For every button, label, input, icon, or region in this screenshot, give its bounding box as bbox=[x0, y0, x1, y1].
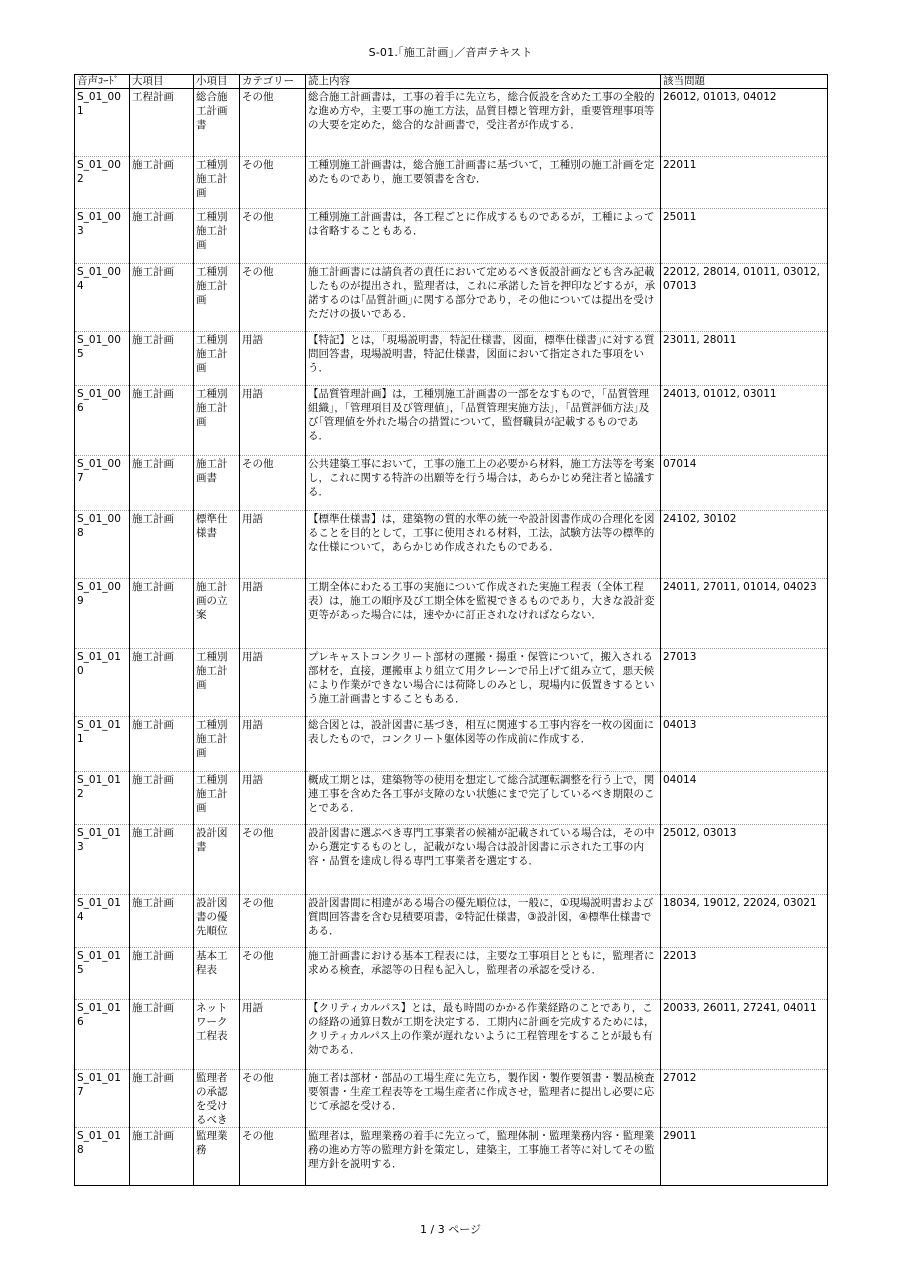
cell-problems: 22011 bbox=[661, 157, 828, 209]
cell-problems: 26012, 01013, 04012 bbox=[661, 89, 828, 157]
page-title: S-01.｢施工計画｣／音声テキスト bbox=[368, 46, 533, 59]
cell-major: 施工計画 bbox=[130, 717, 194, 772]
cell-code: S_01_012 bbox=[75, 772, 130, 825]
cell-minor: 設計図書 bbox=[194, 825, 240, 895]
cell-code: S_01_010 bbox=[75, 649, 130, 717]
cell-minor: 設計図書の優先順位 bbox=[194, 895, 240, 948]
cell-content: 【標準仕様書】は，建築物の質的水準の統一や設計図書作成の合理化を図ることを目的として，工事に使用される材料，工法，試験方法等の標準的な仕様について，あらかじめ作成されたものである． bbox=[306, 511, 661, 579]
cell-content: 総合図とは，設計図書に基づき，相互に関連する工事内容を一枚の図面に表したもので，コンクリート躯体図等の作成前に作成する． bbox=[306, 717, 661, 772]
table-row bbox=[75, 264, 828, 332]
cell-minor: 工種別施工計画 bbox=[194, 209, 240, 264]
cell-content: 【品質管理計画】は，工種別施工計画書の一部をなすもので，｢品質管理組織｣，｢管理項目及び管理値｣，｢品質管理実施方法｣，｢品質評価方法｣及び｢管理値を外れた場合の措置について，監督職員が記載するものである． bbox=[306, 386, 661, 456]
table-row bbox=[75, 825, 828, 895]
cell-problems: 22012, 28014, 01011, 03012, 07013 bbox=[661, 264, 828, 332]
cell-code: S_01_016 bbox=[75, 1000, 130, 1070]
table-row bbox=[75, 456, 828, 511]
cell-category: その他 bbox=[240, 895, 306, 948]
cell-code: S_01_006 bbox=[75, 386, 130, 456]
page-number: 1 / 3 ページ bbox=[420, 1223, 481, 1236]
cell-problems: 04013 bbox=[661, 717, 828, 772]
cell-content: 工種別施工計画書は，総合施工計画書に基づいて，工種別の施工計画を定めたものであり，施工要領書を含む． bbox=[306, 157, 661, 209]
cell-minor: 標準仕様書 bbox=[194, 511, 240, 579]
table-row bbox=[75, 1070, 828, 1128]
cell-minor: 基本工程表 bbox=[194, 948, 240, 1000]
cell-problems: 25011 bbox=[661, 209, 828, 264]
col-header-category: カテゴリー bbox=[240, 75, 306, 89]
table-row bbox=[75, 717, 828, 772]
cell-major: 施工計画 bbox=[130, 386, 194, 456]
cell-category: その他 bbox=[240, 948, 306, 1000]
cell-code: S_01_004 bbox=[75, 264, 130, 332]
cell-minor: 施工計画書 bbox=[194, 456, 240, 511]
cell-category: その他 bbox=[240, 1070, 306, 1128]
cell-content: 【クリティカルパス】とは，最も時間のかかる作業経路のことであり，この経路の通算日数が工期を決定する．工期内に計画を完成するためには，クリティカルパス上の作業が遅れないように工程管理をすることが最も有効である． bbox=[306, 1000, 661, 1070]
cell-problems: 24013, 01012, 03011 bbox=[661, 386, 828, 456]
cell-category: その他 bbox=[240, 825, 306, 895]
cell-problems: 25012, 03013 bbox=[661, 825, 828, 895]
cell-minor: 工種別施工計画 bbox=[194, 772, 240, 825]
cell-minor: 工種別施工計画 bbox=[194, 157, 240, 209]
cell-major: 施工計画 bbox=[130, 772, 194, 825]
cell-problems: 20033, 26011, 27241, 04011 bbox=[661, 1000, 828, 1070]
cell-code: S_01_009 bbox=[75, 579, 130, 649]
cell-code: S_01_018 bbox=[75, 1128, 130, 1186]
cell-major: 施工計画 bbox=[130, 1070, 194, 1128]
text-table bbox=[74, 74, 828, 1186]
cell-problems: 18034, 19012, 22024, 03021 bbox=[661, 895, 828, 948]
cell-content: 監理者は，監理業務の着手に先立って，監理体制・監理業務内容・監理業務の進め方等の監理方針を策定し，建築主，工事施工者等に対してその監理方針を説明する． bbox=[306, 1128, 661, 1186]
cell-category: 用語 bbox=[240, 717, 306, 772]
cell-category: 用語 bbox=[240, 332, 306, 386]
cell-code: S_01_003 bbox=[75, 209, 130, 264]
cell-major: 施工計画 bbox=[130, 825, 194, 895]
cell-minor: 工種別施工計画 bbox=[194, 649, 240, 717]
cell-major: 施工計画 bbox=[130, 264, 194, 332]
cell-major: 施工計画 bbox=[130, 332, 194, 386]
table-row bbox=[75, 89, 828, 157]
cell-major: 施工計画 bbox=[130, 456, 194, 511]
cell-problems: 23011, 28011 bbox=[661, 332, 828, 386]
cell-minor: 工種別施工計画 bbox=[194, 717, 240, 772]
table-row bbox=[75, 649, 828, 717]
cell-major: 施工計画 bbox=[130, 649, 194, 717]
cell-category: 用語 bbox=[240, 772, 306, 825]
cell-content: 設計図書間に相違がある場合の優先順位は，一般に，①現場説明書および質問回答書を含む見積要項書，②特記仕様書，③設計図，④標準仕様書である． bbox=[306, 895, 661, 948]
cell-minor: 工種別施工計画 bbox=[194, 332, 240, 386]
cell-major: 施工計画 bbox=[130, 157, 194, 209]
col-header-problems: 該当問題 bbox=[661, 75, 828, 89]
cell-major: 施工計画 bbox=[130, 948, 194, 1000]
cell-code: S_01_008 bbox=[75, 511, 130, 579]
cell-major: 施工計画 bbox=[130, 1128, 194, 1186]
cell-major: 施工計画 bbox=[130, 511, 194, 579]
cell-code: S_01_002 bbox=[75, 157, 130, 209]
cell-content: 施工者は部材・部品の工場生産に先立ち，製作図・製作要領書・製品検査要領書・生産工程表等を工場生産者に作成させ，監理者に提出し必要に応じて承認を受ける． bbox=[306, 1070, 661, 1128]
cell-category: 用語 bbox=[240, 579, 306, 649]
table-row bbox=[75, 895, 828, 948]
cell-category: その他 bbox=[240, 456, 306, 511]
cell-category: 用語 bbox=[240, 649, 306, 717]
table-row bbox=[75, 579, 828, 649]
cell-problems: 27013 bbox=[661, 649, 828, 717]
cell-minor: 監理業務 bbox=[194, 1128, 240, 1186]
cell-content: 工種別施工計画書は，各工程ごとに作成するものであるが，工種によっては省略することもある． bbox=[306, 209, 661, 264]
cell-category: 用語 bbox=[240, 1000, 306, 1070]
cell-minor: 工種別施工計画 bbox=[194, 264, 240, 332]
table-row bbox=[75, 1000, 828, 1070]
cell-category: その他 bbox=[240, 209, 306, 264]
cell-content: 施工計画書には請負者の責任において定めるべき仮設計画なども含み記載したものが提出され，監理者は，これに承諾した旨を押印などするが，承諾するのは｢品質計画｣に関する部分であり，その他については提出を受けただけの扱いである． bbox=[306, 264, 661, 332]
cell-category: その他 bbox=[240, 157, 306, 209]
cell-code: S_01_001 bbox=[75, 89, 130, 157]
cell-problems: 22013 bbox=[661, 948, 828, 1000]
cell-code: S_01_013 bbox=[75, 825, 130, 895]
cell-major: 施工計画 bbox=[130, 579, 194, 649]
cell-code: S_01_007 bbox=[75, 456, 130, 511]
cell-code: S_01_014 bbox=[75, 895, 130, 948]
cell-major: 施工計画 bbox=[130, 209, 194, 264]
cell-major: 施工計画 bbox=[130, 1000, 194, 1070]
cell-problems: 07014 bbox=[661, 456, 828, 511]
cell-content: 総合施工計画書は，工事の着手に先立ち，総合仮設を含めた工事の全般的な進め方や，主要工事の施工方法，品質目標と管理方針，重要管理事項等の大要を定めた，総合的な計画書で，受注者が作成する． bbox=[306, 89, 661, 157]
table-row bbox=[75, 772, 828, 825]
cell-major: 施工計画 bbox=[130, 895, 194, 948]
cell-category: その他 bbox=[240, 1128, 306, 1186]
cell-category: その他 bbox=[240, 89, 306, 157]
table-row bbox=[75, 1128, 828, 1186]
cell-content: 概成工期とは，建築物等の使用を想定して総合試運転調整を行う上で，関連工事を含めた各工事が支障のない状態にまで完了しているべき期限のことである． bbox=[306, 772, 661, 825]
cell-code: S_01_015 bbox=[75, 948, 130, 1000]
table-row bbox=[75, 511, 828, 579]
cell-minor: 監理者の承認を受けるべき bbox=[194, 1070, 240, 1128]
cell-category: その他 bbox=[240, 264, 306, 332]
table-row bbox=[75, 948, 828, 1000]
cell-problems: 24011, 27011, 01014, 04023 bbox=[661, 579, 828, 649]
cell-code: S_01_017 bbox=[75, 1070, 130, 1128]
col-header-minor: 小項目 bbox=[194, 75, 240, 89]
cell-problems: 04014 bbox=[661, 772, 828, 825]
col-header-major: 大項目 bbox=[130, 75, 194, 89]
cell-code: S_01_005 bbox=[75, 332, 130, 386]
cell-category: 用語 bbox=[240, 511, 306, 579]
cell-minor: 総合施工計画書 bbox=[194, 89, 240, 157]
cell-code: S_01_011 bbox=[75, 717, 130, 772]
cell-minor: 施工計画の立案 bbox=[194, 579, 240, 649]
table-row bbox=[75, 332, 828, 386]
cell-minor: 工種別施工計画 bbox=[194, 386, 240, 456]
cell-major: 工程計画 bbox=[130, 89, 194, 157]
header-row bbox=[75, 75, 828, 89]
cell-problems: 29011 bbox=[661, 1128, 828, 1186]
table-row bbox=[75, 386, 828, 456]
cell-content: プレキャストコンクリート部材の運搬・揚重・保管について，搬入される部材を，直接，運搬車より組立て用クレーンで吊上げて組み立て，悪天候により作業ができない場合には荷降しのみとし，現場内に仮置きするという施工計画書とすることもある． bbox=[306, 649, 661, 717]
table-row bbox=[75, 209, 828, 264]
cell-content: 施工計画書における基本工程表には，主要な工事項目とともに，監理者に求める検査，承認等の日程も記入し，監理者の承認を受ける． bbox=[306, 948, 661, 1000]
cell-content: 設計図書に選ぶべき専門工事業者の候補が記載されている場合は，その中から選定するものとし，記載がない場合は設計図書に示された工事の内容・品質を達成し得る専門工事業者を選定する． bbox=[306, 825, 661, 895]
cell-category: 用語 bbox=[240, 386, 306, 456]
cell-minor: ネットワーク工程表 bbox=[194, 1000, 240, 1070]
cell-content: 公共建築工事において，工事の施工上の必要から材料，施工方法等を考案し，これに関する特許の出願等を行う場合は，あらかじめ発注者と協議する． bbox=[306, 456, 661, 511]
cell-problems: 27012 bbox=[661, 1070, 828, 1128]
cell-problems: 24102, 30102 bbox=[661, 511, 828, 579]
col-header-code: 音声ｺｰﾄﾞ bbox=[75, 75, 130, 89]
col-header-content: 読上内容 bbox=[306, 75, 661, 89]
cell-content: 工期全体にわたる工事の実施について作成された実施工程表（全体工程表）は，施工の順序及び工期全体を監視できるものであり，大きな設計変更等があった場合には，速やかに訂正されなければならない． bbox=[306, 579, 661, 649]
table-row bbox=[75, 157, 828, 209]
cell-content: 【特記】とは，｢現場説明書，特記仕様書，図面，標準仕様書｣に対する質問回答書，現場説明書，特記仕様書，図面において指定された事項をいう． bbox=[306, 332, 661, 386]
